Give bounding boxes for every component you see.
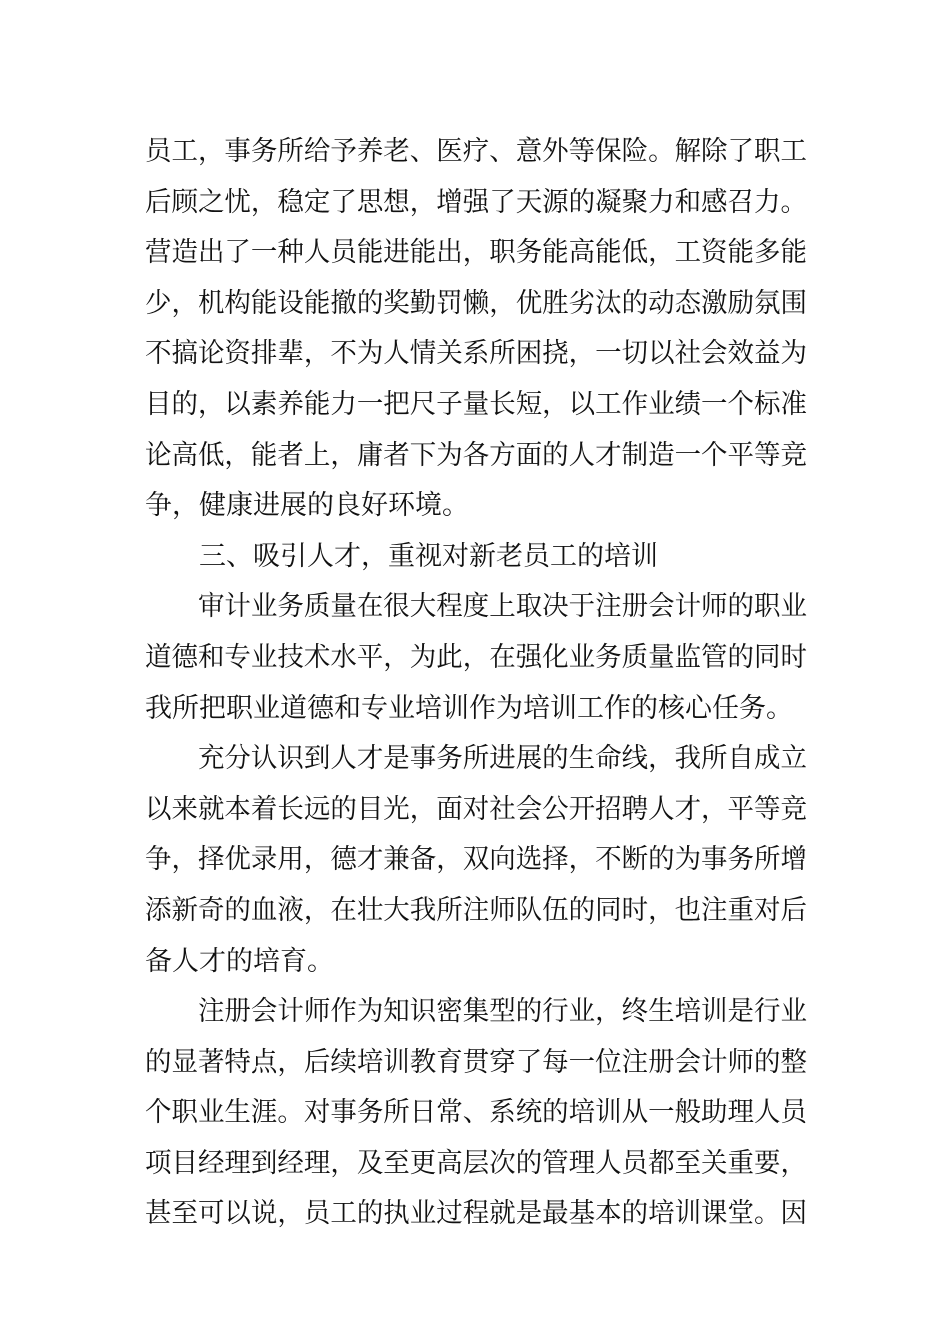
text-line: 后顾之忧，稳定了思想，增强了天源的凝聚力和感召力。 (145, 186, 807, 218)
text-line: 充分认识到人才是事务所进展的生命线，我所自成立 (197, 743, 807, 775)
text-line: 项目经理到经理，及至更高层次的管理人员都至关重要， (145, 1147, 807, 1179)
text-line: 我所把职业道德和专业培训作为培训工作的核心任务。 (145, 692, 793, 724)
text-line: 员工，事务所给予养老、医疗、意外等保险。解除了职工 (145, 136, 807, 167)
text-line: 论高低，能者上，庸者下为各方面的人才制造一个平等竞 (145, 439, 807, 471)
text-line: 争，健康进展的良好环境。 (145, 490, 469, 522)
text-line: 甚至可以说，员工的执业过程就是最基本的培训课堂。因 (145, 1198, 807, 1230)
text-line: 的显著特点，后续培训教育贯穿了每一位注册会计师的整 (145, 1046, 807, 1078)
text-line: 争，择优录用，德才兼备，双向选择，不断的为事务所增 (145, 844, 807, 876)
text-line: 注册会计师作为知识密集型的行业，终生培训是行业 (197, 996, 807, 1028)
text-line: 添新奇的血液，在壮大我所注师队伍的同时，也注重对后 (145, 894, 807, 926)
text-line: 不搞论资排辈，不为人情关系所困挠，一切以社会效益为 (145, 338, 807, 370)
document-body (145, 127, 807, 1240)
text-line: 审计业务质量在很大程度上取决于注册会计师的职业 (197, 591, 807, 623)
text-line: 个职业生涯。对事务所日常、系统的培训从一般助理人员 (145, 1097, 807, 1129)
text-line: 少，机构能设能撤的奖勤罚懒，优胜劣汰的动态激励氛围 (145, 287, 807, 319)
text-line: 道德和专业技术水平，为此，在强化业务质量监管的同时 (145, 641, 807, 673)
text-line: 营造出了一种人员能进能出，职务能高能低，工资能多能 (145, 237, 807, 269)
text-line: 备人才的培育。 (145, 945, 334, 977)
text-line: 以来就本着长远的目光，面对社会公开招聘人才，平等竞 (145, 793, 807, 825)
text-line: 三、吸引人才，重视对新老员工的培训 (199, 540, 658, 572)
text-line: 目的，以素养能力一把尺子量长短，以工作业绩一个标准 (145, 388, 807, 420)
